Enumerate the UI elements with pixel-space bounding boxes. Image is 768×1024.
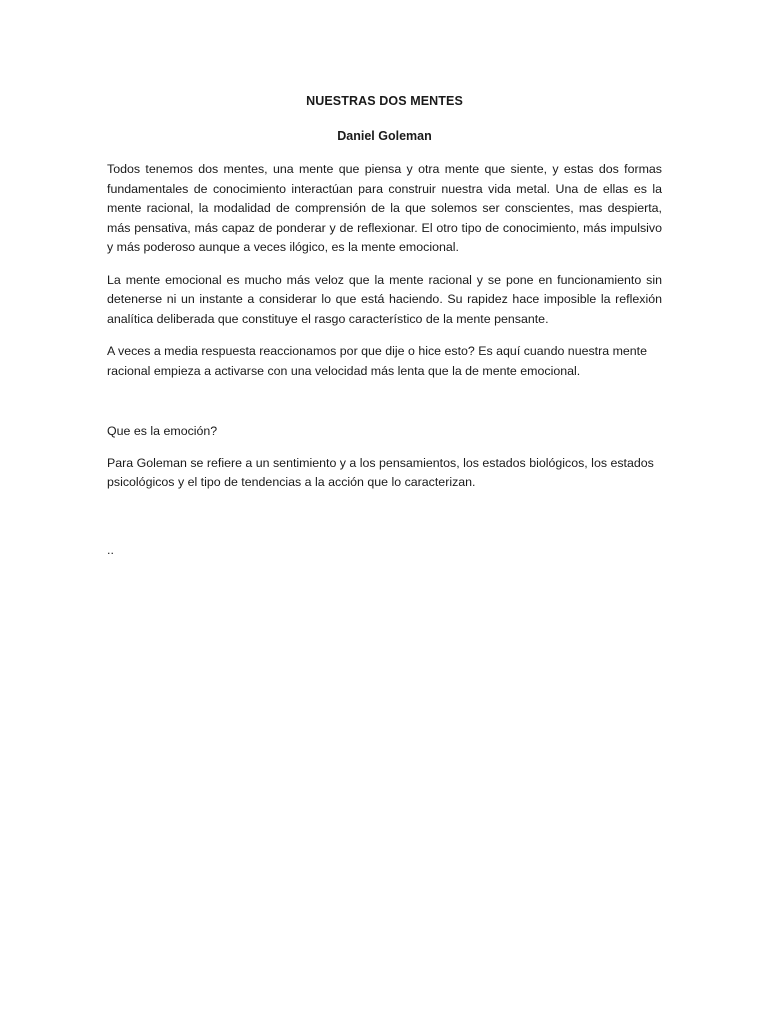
- paragraph-emotion-definition: Para Goleman se refiere a un sentimiento y a los pensamientos, los estados biológicos, los estados psicológicos y el tipo de tendencias a la acción que lo caracterizan.: [107, 455, 654, 489]
- spacer: [107, 381, 662, 422]
- paragraph-reaction: A veces a media respuesta reaccionamos por que dije o hice esto? Es aquí cuando nuestra mente racional empieza a activarse con una velocidad más lenta que la de mente emocional.: [107, 344, 648, 378]
- document-title: NUESTRAS DOS MENTES: [306, 94, 463, 108]
- paragraph-emotional-mind: La mente emocional es mucho más veloz que la mente racional y se pone en funcionamiento sin detenerse ni un instante a considerar lo que está haciendo. Su rapidez hace imposible la reflexión analítica deliberada que constituye el rasgo característico de la mente pensante.: [107, 272, 662, 326]
- document-body: [107, 93, 662, 560]
- trailing-dots: ..: [107, 542, 114, 557]
- document-author: Daniel Goleman: [337, 129, 432, 143]
- question-heading: Que es la emoción?: [107, 424, 218, 438]
- paragraph-two-minds: Todos tenemos dos mentes, una mente que piensa y otra mente que siente, y estas dos formas fundamentales de conocimiento interactúan para construir nuestra vida metal. Una de ellas es la mente racional, la modalidad de comprensión de la que solemos ser conscientes, mas despierta, más pensativa, más capaz de ponderar y de reflexionar. El otro tipo de conocimiento, más impulsivo y más poderoso aunque a veces ilógico, es la mente emocional.: [107, 162, 662, 254]
- spacer: [107, 493, 662, 541]
